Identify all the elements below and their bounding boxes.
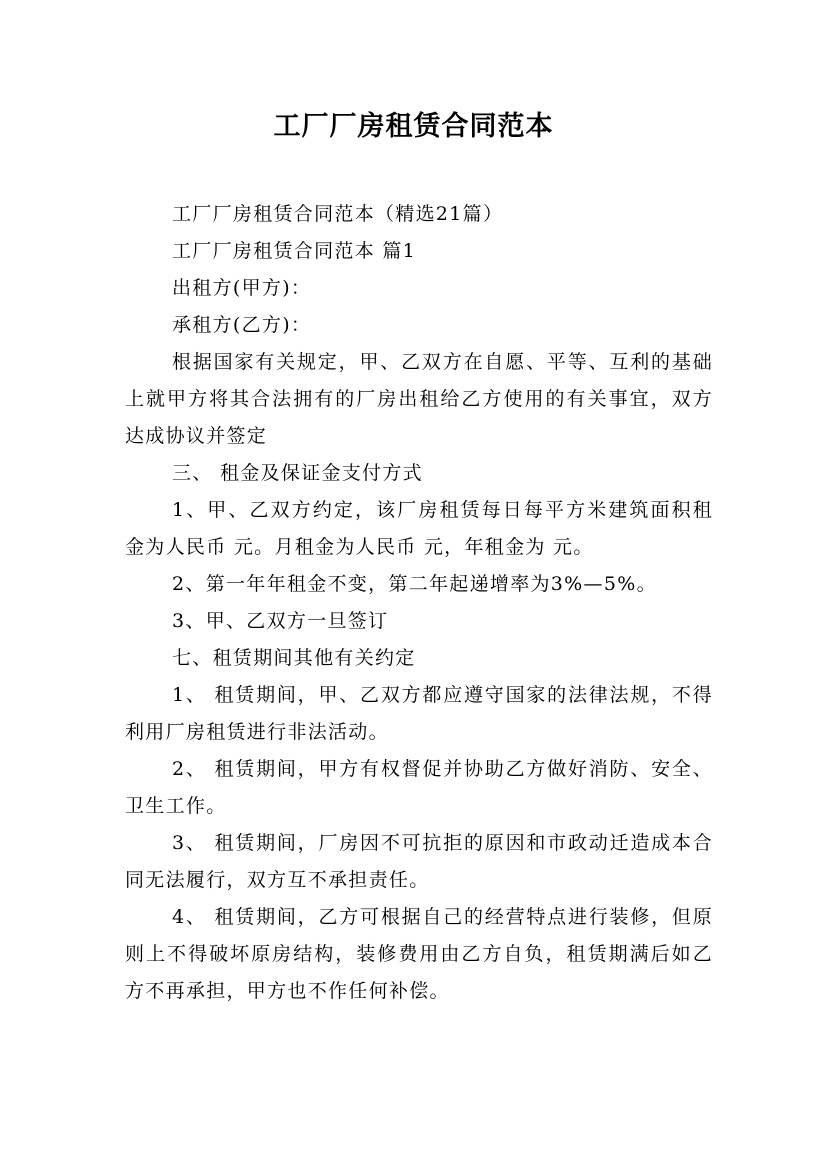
paragraph: 1、甲、乙双方约定，该厂房租赁每日每平方米建筑面积租金为人民币 元。月租金为人民币 元，年租金为 元。 [125, 499, 713, 558]
paragraph: 1、 租赁期间，甲、乙双方都应遵守国家的法律法规，不得利用厂房租赁进行非法活动。 [125, 684, 713, 743]
paragraph: 工厂厂房租赁合同范本 篇1 [172, 240, 417, 262]
paragraph: 根据国家有关规定，甲、乙双方在自愿、平等、互利的基础上就甲方将其合法拥有的厂房出租给乙方使用的有关事宜，双方达成协议并签定 [125, 351, 713, 447]
paragraph: 三、 租金及保证金支付方式 [172, 462, 423, 484]
paragraph: 承租方(乙方)： [172, 314, 312, 336]
document-body [125, 196, 713, 1010]
paragraph: 4、 租赁期间，乙方可根据自己的经营特点进行装修，但原则上不得破坏原房结构，装修费用由乙方自负，租赁期满后如乙方不再承担，甲方也不作任何补偿。 [125, 906, 713, 1002]
paragraph: 2、第一年年租金不变，第二年起递增率为3%—5%。 [172, 573, 657, 595]
paragraph: 出租方(甲方)： [172, 277, 312, 299]
paragraph: 七、租赁期间其他有关约定 [172, 647, 416, 669]
document-title: 工厂厂房租赁合同范本 [273, 111, 554, 142]
paragraph: 3、甲、乙双方一旦签订 [172, 610, 389, 632]
paragraph: 工厂厂房租赁合同范本（精选21篇） [172, 203, 504, 225]
paragraph: 3、 租赁期间，厂房因不可抗拒的原因和市政动迁造成本合同无法履行，双方互不承担责任。 [125, 832, 713, 891]
paragraph: 2、 租赁期间，甲方有权督促并协助乙方做好消防、安全、卫生工作。 [125, 758, 713, 817]
